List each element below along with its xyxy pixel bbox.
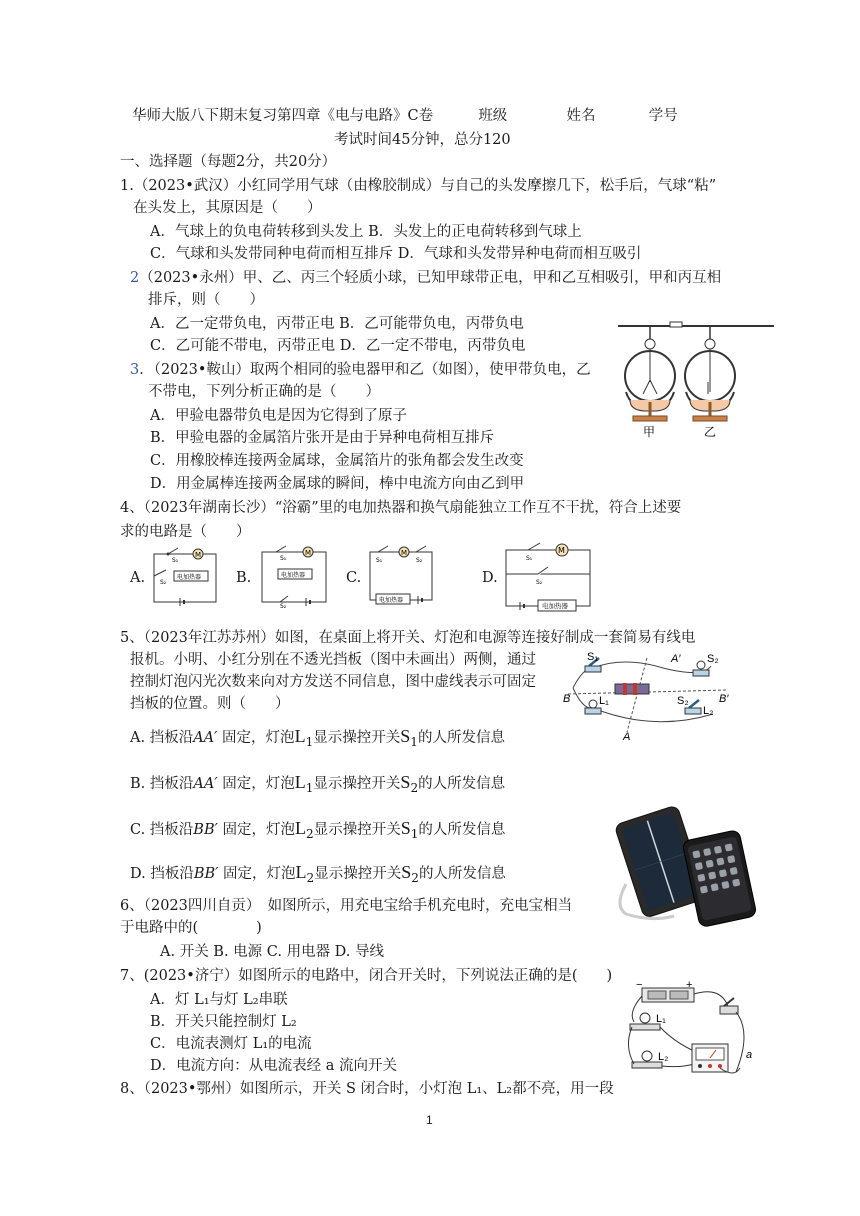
q8-stem: 8、（2023•鄂州）如图所示，开关 S 闭合时，小灯泡 L₁、L₂都不亮，用一段 <box>120 1081 614 1097</box>
q3-option-d: D．用金属棒连接两金属球的瞬间，棒中电流方向由乙到甲 <box>150 476 525 492</box>
fig-plus: + <box>686 979 693 991</box>
label-s2: S₂ <box>280 603 287 610</box>
q5-option-c <box>130 818 505 844</box>
opt-post: 的人所发信息 <box>417 730 505 746</box>
q4-stem-line2: 求的电路是（ ） <box>120 524 251 540</box>
label-s2: S₂ <box>416 557 423 564</box>
circuit-c <box>366 546 438 608</box>
opt-lamp-sub: 2 <box>306 826 314 841</box>
q3-number: 3 <box>130 362 140 378</box>
fig-l1: L₁ <box>599 695 609 707</box>
opt-mid: 固定，灯泡 <box>217 822 296 838</box>
fig-a-prime: A′ <box>671 653 681 665</box>
doc-title <box>132 106 678 126</box>
q5-option-d <box>130 862 506 888</box>
name-label: 姓名 <box>566 108 596 124</box>
telegraph-figure <box>563 652 733 744</box>
q3-stem-line1 <box>130 360 591 380</box>
q4-option-d-letter: D. <box>482 570 498 586</box>
circuit-b <box>258 546 330 608</box>
q3-option-b: B．甲验电器的金属箔片张开是由于异种电荷相互排斥 <box>150 430 495 446</box>
q2-stem-text: （2023•永州）甲、乙、丙三个轻质小球，已知甲球带正电，甲和乙互相吸引，甲和丙互相 <box>139 270 722 286</box>
heater-label: 电加热器 <box>177 574 202 581</box>
opt-axis: AA′ <box>193 776 218 792</box>
motor-label: M <box>305 549 312 557</box>
circuit-d <box>502 538 594 612</box>
fig-label-jia: 甲 <box>643 425 656 439</box>
fig-minus: − <box>636 979 643 991</box>
motor-label: M <box>401 549 408 557</box>
label-s1: S₁ <box>172 557 179 564</box>
opt-mid2: 显示操控开关 <box>313 822 401 838</box>
q5-stem-line4: 挡板的位置。则（ ） <box>130 696 290 712</box>
motor-label: M <box>195 551 202 559</box>
q5-stem-line1: 5、（2023年江苏苏州）如图，在桌面上将开关、灯泡和电源等连接好制成一套简易有线电 <box>120 630 696 646</box>
opt-mid2: 显示操控开关 <box>313 776 401 792</box>
page-number: 1 <box>426 1113 433 1127</box>
fig-b-prime: B′ <box>719 693 729 705</box>
powerbank-phone-figure <box>612 806 762 926</box>
opt-axis: BB′ <box>193 822 218 838</box>
opt-switch: S <box>400 726 411 746</box>
q7-option-b: B．开关只能控制灯 L₂ <box>150 1014 297 1030</box>
q6-options: A. 开关 B. 电源 C. 用电器 D. 导线 <box>160 944 385 960</box>
q7-option-c: C．电流表测灯 L₁的电流 <box>150 1036 312 1052</box>
opt-lamp: L <box>294 772 306 792</box>
opt-prefix: A. 挡板沿 <box>130 730 194 746</box>
opt-prefix: B. 挡板沿 <box>130 776 194 792</box>
opt-prefix: D. 挡板沿 <box>130 866 194 882</box>
opt-switch-sub: 2 <box>410 780 419 795</box>
opt-lamp: L <box>295 862 307 882</box>
q3-stem-text: ．（2023•鞍山）取两个相同的验电器甲和乙（如图），使甲带负电，乙 <box>139 362 591 378</box>
label-s1: S₁ <box>376 557 383 564</box>
opt-mid: 固定，灯泡 <box>218 866 296 882</box>
q6-stem-line2: 于电路中的( ) <box>120 920 262 936</box>
opt-switch-sub: 1 <box>410 734 418 749</box>
opt-mid: 固定，灯泡 <box>217 776 295 792</box>
q2-stem-line2: 排斥，则（ ） <box>148 292 264 308</box>
q2-options-ab: A．乙一定带负电，丙带正电 B．乙可能带负电，丙带负电 <box>150 316 524 332</box>
q3-option-c: C．用橡胶棒连接两金属球，金属箔片的张角都会发生改变 <box>150 453 524 469</box>
opt-switch: S <box>400 818 411 838</box>
heater-label: 电加热器 <box>379 597 404 604</box>
class-label: 班级 <box>478 108 508 124</box>
opt-axis: BB′ <box>193 866 219 882</box>
opt-switch-sub: 1 <box>410 826 419 841</box>
opt-mid2: 显示操控开关 <box>314 866 402 882</box>
fig-l2: L₂ <box>703 705 714 717</box>
electroscope-figure <box>616 318 776 443</box>
q7-circuit-figure <box>624 979 756 1082</box>
fig-a: A <box>623 731 631 743</box>
q7-stem: 7、(2023•济宁）如图所示的电路中，闭合开关时，下列说法正确的是( ) <box>120 968 613 984</box>
q3-option-a: A．甲验电器带负电是因为它得到了原子 <box>150 408 407 424</box>
opt-post: 的人所发信息 <box>418 776 506 792</box>
q4-stem-line1: 4、（2023年湖南长沙）“浴霸”里的电加热器和换气扇能独立工作互不干扰，符合上述要 <box>120 500 682 516</box>
student-id-label: 学号 <box>648 108 678 124</box>
label-s1: S₁ <box>280 555 287 562</box>
q5-option-b <box>130 772 505 798</box>
q2-options-cd: C．乙可能不带电，丙带正电 D．乙一定不带电，丙带负电 <box>150 338 526 354</box>
opt-mid2: 显示操控开关 <box>313 730 401 746</box>
q7-option-d: D．电流方向：从电流表经 a 流向开关 <box>150 1058 397 1074</box>
q4-option-b-letter: B. <box>236 570 252 586</box>
opt-lamp-sub: 1 <box>305 734 314 749</box>
opt-switch: S <box>401 862 412 882</box>
q4-option-a-letter: A. <box>130 570 146 586</box>
fig-l1: L₁ <box>656 1013 666 1025</box>
circuit-a <box>150 546 220 606</box>
fig-s2-bottom: S₂ <box>677 695 689 707</box>
opt-lamp-sub: 2 <box>306 870 315 885</box>
q1-stem-line1: 1.（2023•武汉）小红同学用气球（由橡胶制成）与自己的头发摩擦几下，松手后，气球“粘” <box>120 178 717 194</box>
q2-number: 2 <box>130 270 140 286</box>
q3-stem-line2: 不带电，下列分析正确的是（ ） <box>148 384 380 400</box>
fig-l2: L₂ <box>658 1051 669 1063</box>
q1-options-cd: C．气球和头发带同种电荷而相互排斥 D．气球和头发带异种电荷而相互吸引 <box>150 246 642 262</box>
q5-stem-line3: 控制灯泡闪光次数来向对方发送不同信息，图中虚线表示可固定 <box>130 674 536 690</box>
doc-subtitle: 考试时间45分钟，总分120 <box>334 132 511 148</box>
label-s2: S₂ <box>536 579 543 586</box>
q6-stem-line1: 6、（2023四川自贡） 如图所示，用充电宝给手机充电时，充电宝相当 <box>120 898 573 914</box>
opt-lamp: L <box>295 818 307 838</box>
fig-label-yi: 乙 <box>704 425 717 439</box>
q7-option-a: A．灯 L₁与灯 L₂串联 <box>150 992 288 1008</box>
q1-options-ab: A．气球上的负电荷转移到头发上 B．头发上的正电荷转移到气球上 <box>150 224 582 240</box>
label-s1: S₁ <box>526 555 533 562</box>
fig-b: B <box>563 693 571 705</box>
fig-s1: S₁ <box>587 651 599 663</box>
heater-label: 电加热器 <box>542 602 568 610</box>
heater-label: 电加热器 <box>281 572 306 579</box>
motor-label: M <box>558 546 565 555</box>
opt-switch-sub: 2 <box>411 870 419 885</box>
opt-post: 的人所发信息 <box>418 866 506 882</box>
fig-a: a <box>746 1049 753 1061</box>
q5-stem-line2: 报机。小明、小红分别在不透光挡板（图中未画出）两侧，通过 <box>130 652 536 668</box>
opt-lamp-sub: 1 <box>305 780 314 795</box>
opt-post: 的人所发信息 <box>418 822 506 838</box>
fig-s2-top: S₂ <box>707 653 719 665</box>
opt-axis: AA′ <box>193 730 218 746</box>
opt-mid: 固定，灯泡 <box>217 730 295 746</box>
opt-prefix: C. 挡板沿 <box>130 822 194 838</box>
label-s2: S₂ <box>160 579 167 586</box>
opt-lamp: L <box>294 726 306 746</box>
q5-option-a <box>130 726 505 752</box>
q1-stem-line2: 在头发上，其原因是（ ） <box>133 200 322 216</box>
opt-switch: S <box>400 772 411 792</box>
title-text: 华师大版八下期末复习第四章《电与电路》C卷 <box>132 108 434 124</box>
q2-stem-line1 <box>130 268 721 288</box>
section-heading: 一、选择题（每题2分，共20分） <box>120 154 337 170</box>
q4-option-c-letter: C. <box>346 570 362 586</box>
